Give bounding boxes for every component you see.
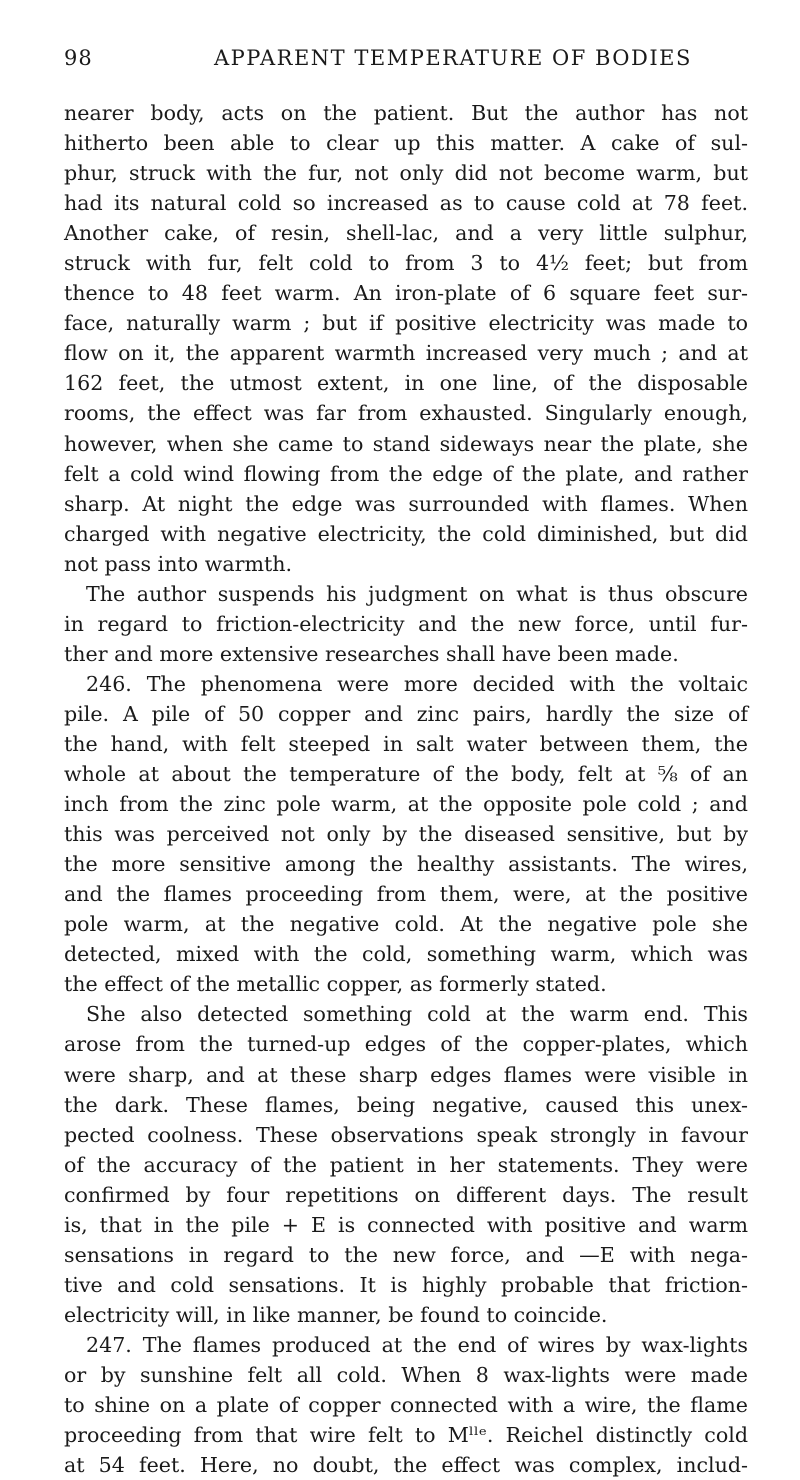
- text-line: sharp. At night the edge was surrounded with flames. When: [64, 491, 748, 516]
- text-line: electricity will, in like manner, be found to coincide.: [64, 1302, 608, 1327]
- text-line: 247. The flames produced at the end of wires by wax-lights: [86, 1332, 748, 1357]
- text-line: struck with fur, felt cold to from 3 to 4½ feet; but from: [64, 251, 748, 276]
- text-line: hitherto been able to clear up this matter. A cake of sul-: [64, 131, 748, 156]
- text-line: detected, mixed with the cold, something warm, which was: [64, 942, 748, 967]
- text-line: at 54 feet. Here, no doubt, the effect was complex, includ-: [64, 1453, 748, 1478]
- text-line: face, naturally warm ; but if positive electricity was made to: [64, 311, 748, 336]
- text-line: the dark. These flames, being negative, caused this unex-: [64, 1092, 748, 1117]
- text-line: pole warm, at the negative cold. At the negative pole she: [64, 912, 748, 937]
- text-line: pile. A pile of 50 copper and zinc pairs, hardly the size of: [64, 701, 748, 726]
- text-line: confirmed by four repetitions on different days. The result: [64, 1182, 748, 1207]
- text-line: or by sunshine felt all cold. When 8 wax-lights were made: [64, 1362, 748, 1387]
- text-line: however, when she came to stand sideways near the plate, she: [64, 431, 748, 456]
- text-line: to shine on a plate of copper connected with a wire, the flame: [64, 1393, 748, 1418]
- text-line: not pass into warmth.: [64, 551, 293, 576]
- text-line: is, that in the pile + E is connected with positive and warm: [64, 1212, 748, 1237]
- text-line: thence to 48 feet warm. An iron-plate of 6 square feet sur-: [64, 281, 748, 306]
- text-line: sensations in regard to the new force, and —E with nega-: [64, 1242, 748, 1267]
- text-line: this was perceived not only by the diseased sensitive, but by: [64, 822, 748, 847]
- text-line: felt a cold wind flowing from the edge of the plate, and rather: [64, 461, 748, 486]
- body-text: [64, 98, 748, 1480]
- text-line: arose from the turned-up edges of the copper-plates, which: [64, 1032, 748, 1057]
- text-line: were sharp, and at these sharp edges flames were visible in: [64, 1062, 748, 1087]
- text-line: the more sensitive among the healthy assistants. The wires,: [64, 852, 748, 877]
- text-line: had its natural cold so increased as to cause cold at 78 feet.: [64, 191, 748, 216]
- text-line: 246. The phenomena were more decided with the voltaic: [86, 671, 748, 696]
- book-page: [64, 40, 748, 1480]
- text-line: of the accuracy of the patient in her statements. They were: [64, 1152, 748, 1177]
- text-line: charged with negative electricity, the cold diminished, but did: [64, 521, 748, 546]
- text-line: Another cake, of resin, shell-lac, and a very little sulphur,: [64, 221, 748, 246]
- text-line: rooms, the effect was far from exhausted. Singularly enough,: [64, 401, 748, 426]
- page-number: 98: [64, 46, 93, 70]
- text-line: the effect of the metallic copper, as formerly stated.: [64, 972, 607, 997]
- text-line: flow on it, the apparent warmth increased very much ; and at: [64, 341, 748, 366]
- text-line: pected coolness. These observations speak strongly in favour: [64, 1122, 748, 1147]
- text-line: tive and cold sensations. It is highly probable that friction-: [64, 1272, 748, 1297]
- text-line: She also detected something cold at the warm end. This: [86, 1002, 748, 1027]
- text-line: proceeding from that wire felt to Mˡˡᵉ. Reichel distinctly cold: [64, 1423, 748, 1448]
- text-line: whole at about the temperature of the body, felt at ⅝ of an: [64, 762, 748, 787]
- text-line: The author suspends his judgment on what is thus obscure: [86, 581, 748, 606]
- text-line: in regard to friction-electricity and the new force, until fur-: [64, 611, 748, 636]
- text-line: inch from the zinc pole warm, at the opposite pole cold ; and: [64, 792, 748, 817]
- running-title: APPARENT TEMPERATURE OF BODIES: [214, 46, 692, 70]
- page-header: [64, 40, 748, 80]
- text-line: ther and more extensive researches shall have been made.: [64, 641, 679, 666]
- text-line: the hand, with felt steeped in salt water between them, the: [64, 731, 748, 756]
- text-line: nearer body, acts on the patient. But the author has not: [64, 101, 748, 125]
- text-line: phur, struck with the fur, not only did not become warm, but: [64, 161, 748, 186]
- text-line: 162 feet, the utmost extent, in one line, of the disposable: [64, 371, 748, 396]
- text-line: and the flames proceeding from them, were, at the positive: [64, 882, 748, 907]
